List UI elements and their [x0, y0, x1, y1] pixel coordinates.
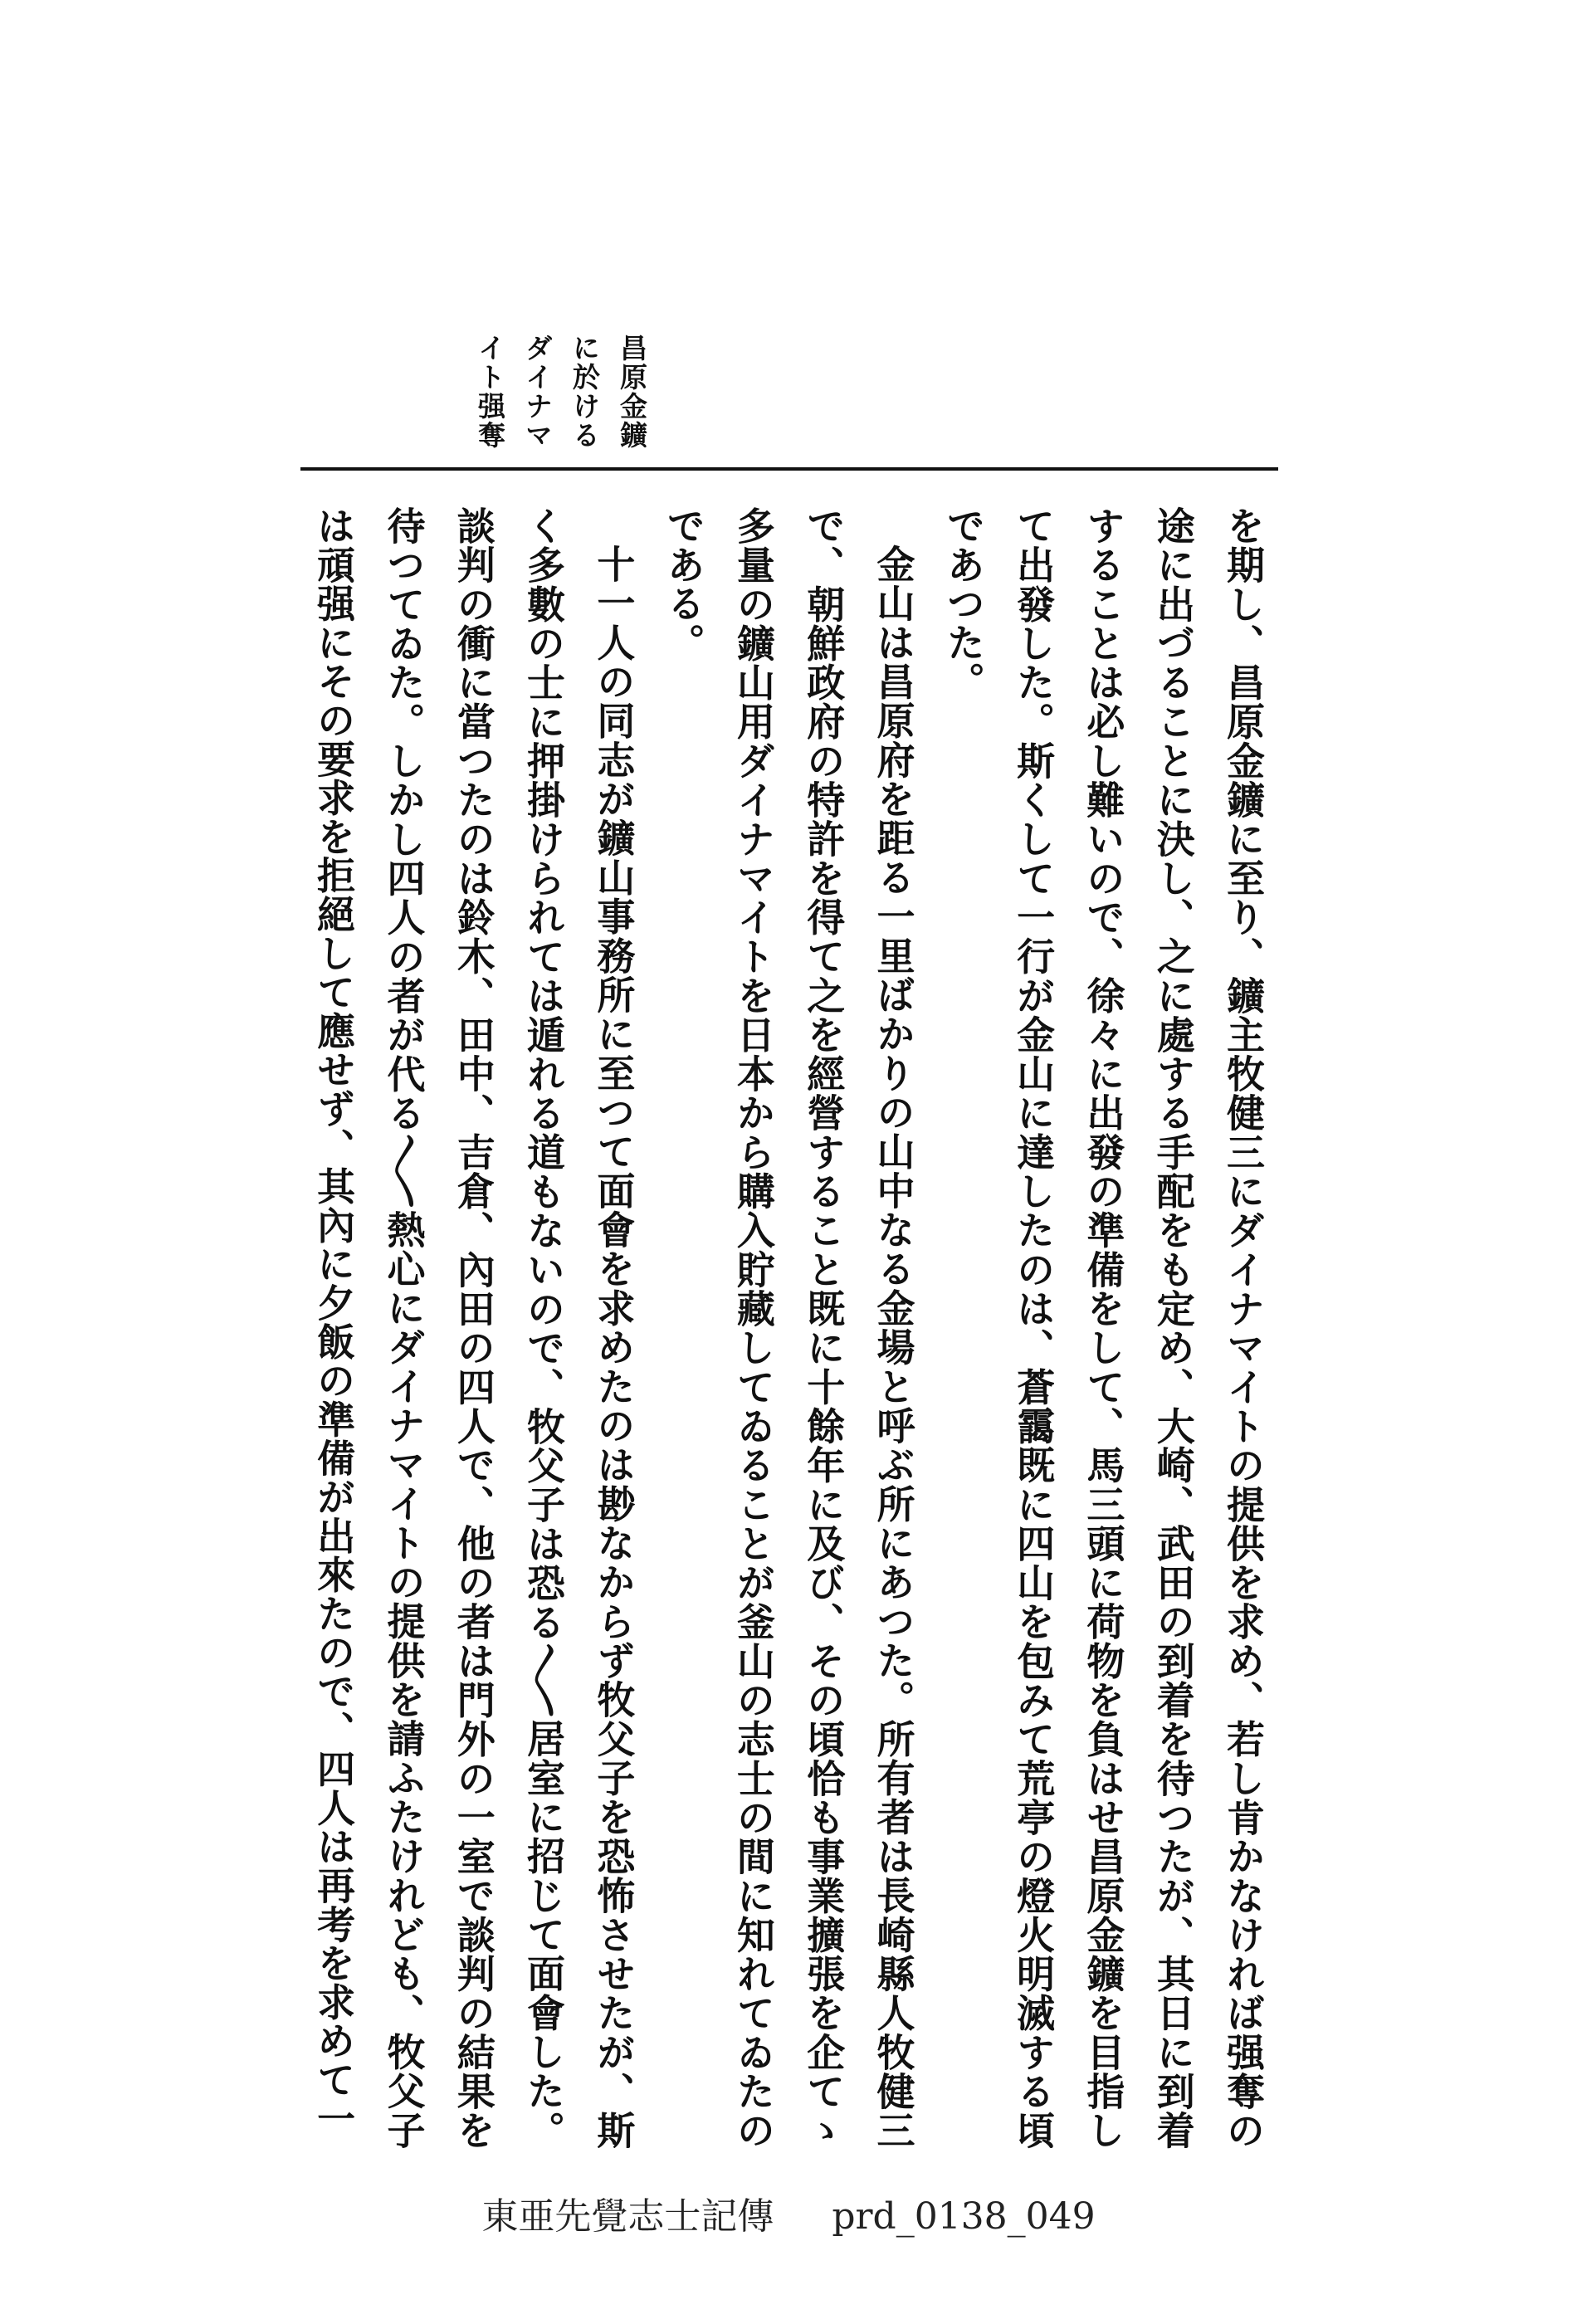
- paragraph-3: 十一人の同志が鑛山事務所に至つて面會を求めたのは尠なからず牧父子を恐怖させたが、斯く多數の士に押掛けられては遁れる道もないので、牧父子は恐る〳〵居室に招じて面會した。談判の衝に當つたのは鈴木、田中、吉倉、內田の四人で、他の者は門外の一室で談判の結果を待つてゐた。しかし四人の者が代る〳〵熱心にダイナマイトの提供を請ふたけれども、牧父子は頑强にその要求を拒絕して應せず、其內に夕飯の準備が出來たので、四人は再考を求めて一: [311, 506, 637, 2150]
- headnote-line: ダイナマ: [521, 334, 554, 450]
- headnote-line: イト强奪: [474, 334, 506, 450]
- header-rule: [300, 467, 1278, 471]
- footer-caption: [0, 2186, 1577, 2239]
- body-text: [299, 506, 1278, 2150]
- footer-page-id: prd_0138_049: [832, 2195, 1096, 2238]
- headnote: [474, 334, 656, 458]
- headnote-line: に於ける: [569, 334, 601, 450]
- paragraph-2: 金山は昌原府を距る一里ばかりの山中なる金場と呼ぶ所にあつた。所有者は長崎縣人牧健三で、朝鮮政府の特許を得て之を經營すること既に十餘年に及び、その頃恰も事業擴張を企てゝ多量の鑛山用ダイナマイトを日本から購入貯藏してゐることが釜山の志士の間に知れてゐたのである。: [661, 506, 916, 2150]
- headnote-line: 昌原金鑛: [616, 334, 648, 450]
- paragraph-1: を期し、昌原金鑛に至り、鑛主牧健三にダイナマイトの提供を求め、若し肯かなければ强奪の途に出づることに決し、之に處する手配をも定め、大崎、武田の到着を待つたが、其日に到着することは必し難いので、徐々に出發の準備をして、馬三頭に荷物を負はせ昌原金鑛を目指して出發した。斯くして一行が金山に達したのは、蒼靄既に四山を包みて荒亭の燈火明滅する頃であつた。: [940, 506, 1266, 2150]
- footer-title: 東亜先覺志士記傳: [481, 2195, 774, 2238]
